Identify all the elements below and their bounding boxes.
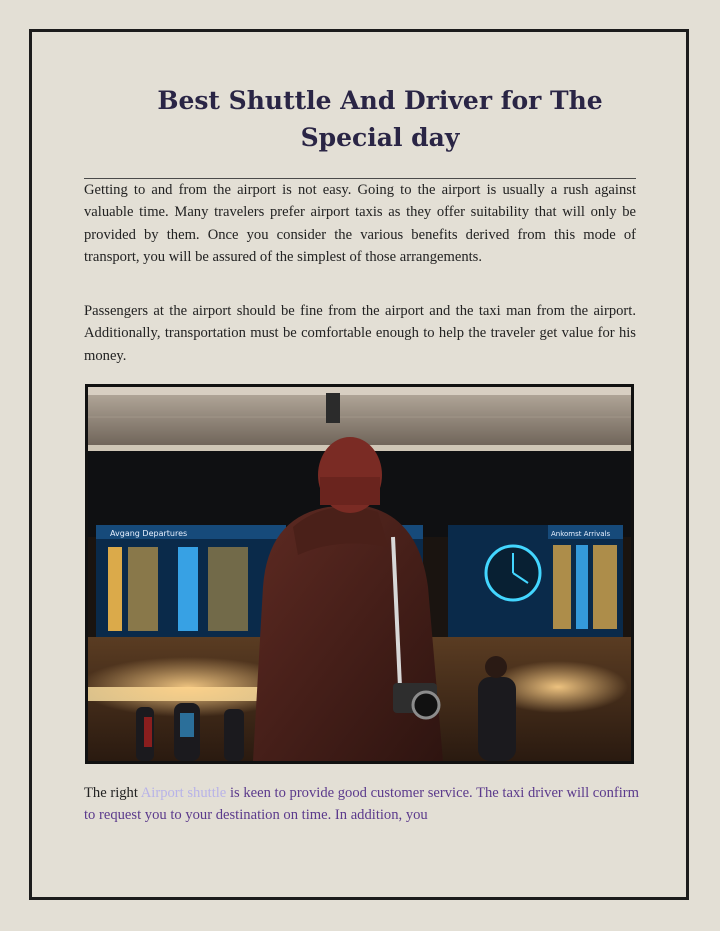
airport-traveler-photo xyxy=(85,384,634,764)
paragraph-1: Getting to and from the airport is not easy. Going to the airport is usually a rush against valuable time. Many travelers prefer airport taxis as they offer suitability that will only be provided by them. Once you consider the various benefits derived from this mode of transport, you will be assured of the simplest of those arrangements. xyxy=(84,182,636,265)
title-line-1: Best Shuttle And Driver for The xyxy=(157,86,603,115)
title-line-2: Special day xyxy=(300,123,460,152)
board-header-left: Avgang Departures xyxy=(110,529,188,538)
airport-shuttle-link[interactable]: Airport shuttle xyxy=(140,785,230,801)
paragraph-3-start: The right xyxy=(84,785,141,801)
board-header-right: Ankomst Arrivals xyxy=(551,530,611,538)
paragraph-2: Passengers at the airport should be fine from the airport and the taxi man from the airport. Additionally, transportation must be comfortable enough to help the traveler get value for his money. xyxy=(84,303,636,364)
paragraph-3-rest: is keen to provide good customer service. The taxi driver will confirm to request you to your destination on time. In addition, you xyxy=(84,785,639,824)
paragraph-3 xyxy=(84,782,644,827)
document-title xyxy=(120,82,640,156)
photo-illustration xyxy=(88,387,631,761)
